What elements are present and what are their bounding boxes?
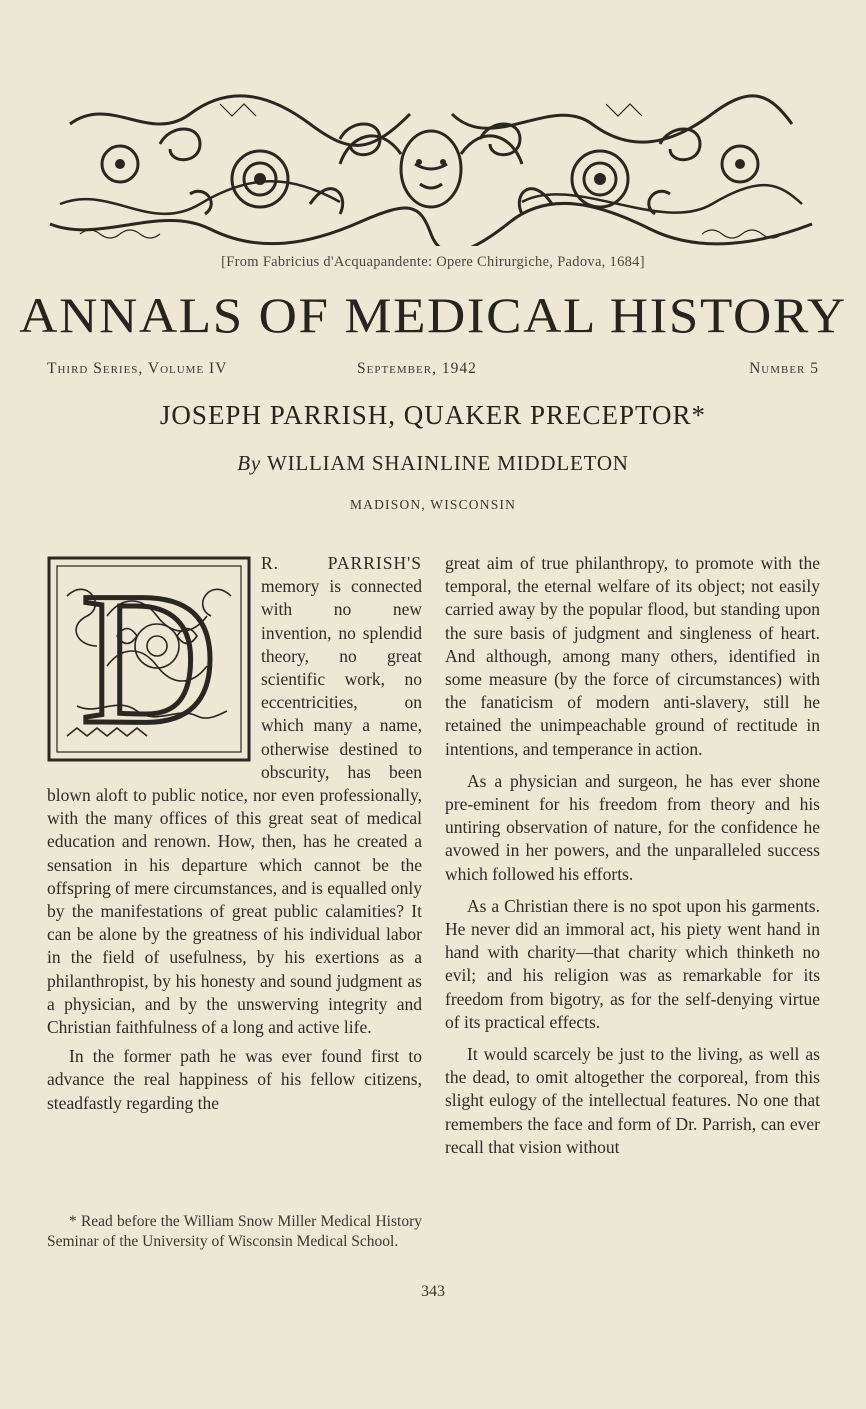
footnote — [47, 1212, 422, 1252]
author-name: WILLIAM SHAINLINE MIDDLETON — [266, 451, 629, 475]
article-title: JOSEPH PARRISH, QUAKER PRECEPTOR* — [159, 400, 707, 430]
left-paragraph-1 — [47, 552, 422, 1039]
right-paragraph-4: It would scarcely be just to the living, as well as the dead, to omit altogether the corporeal, from this slight eulogy of the intellectual features. No one that remembers the face and form of Dr. Parrish, can ever recall that vision without — [445, 1044, 820, 1157]
byline — [0, 451, 866, 476]
footnote-text: * Read before the William Snow Miller Medical History Seminar of the University of Wisconsin Medical School. — [47, 1213, 422, 1250]
drop-cap-d-icon — [47, 556, 251, 762]
page-number: 343 — [421, 1283, 445, 1300]
author-location: MADISON, WISCONSIN — [349, 497, 517, 512]
right-column — [445, 552, 820, 1159]
drop-cap-letter: D — [80, 556, 218, 762]
issue-number: Number 5 — [749, 360, 819, 377]
right-paragraph-1: great aim of true philanthropy, to promote with the temporal, the eternal welfare of its object; not easily carried away by the popular flood, but standing upon the sure basis of judgment and singleness of heart. And although, among many others, identified in some measure (by the force of circumstances) with the fanaticism of modern anti-slavery, still he retained the unimpeachable ground of rectitude in intentions, and temperance in action. — [445, 553, 820, 759]
byline-by: By — [237, 451, 261, 475]
right-paragraph-3: As a Christian there is no spot upon his garments. He never did an immoral act, his piety went hand in hand with charity—that charity which thinketh no evil; and his religion was as remarkable for its freedom from bigotry, as for the self-denying virtue of its practical effects. — [445, 895, 820, 1032]
issue-date: September, 1942 — [357, 360, 477, 377]
left-paragraph-1-text: memory is connected with no new invention, no splendid theory, no great scientific work, no eccentricities, on which many a name, otherwise destined to obscurity, has been blown aloft to public notice, nor even professionally, with the many offices of this great seat of medical education and renown. How, then, has he created a sensation in his departure which cannot be the offspring of mere circumstances, and is equalled only by the manifestations of great public calamities? It can be alone by the greatness of his individual labor in the field of usefulness, by his exertions as a philanthropist, by his honesty and sound judgment as a physician, and by the unswerving integrity and Christian faithfulness of a long and active life. — [47, 576, 422, 1038]
journal-title: ANNALS OF MEDICAL HISTORY — [19, 287, 847, 343]
left-paragraph-2: In the former path he was ever found first to advance the real happiness of his fellow citizens, steadfastly regarding the — [47, 1046, 422, 1113]
ornament-caption: [From Fabricius d'Acquapandente: Opere Chirurgiche, Padova, 1684] — [221, 254, 645, 270]
lead-words: R. PARRISH'S — [261, 553, 422, 573]
left-column — [47, 552, 422, 1115]
right-paragraph-2: As a physician and surgeon, he has ever shone pre-eminent for his freedom from theory and his untiring observation of nature, for the confidence he avowed in her powers, and the unparalleled success which followed his efforts. — [445, 770, 820, 884]
issue-line — [47, 360, 819, 382]
baroque-ornament-band-icon — [40, 84, 822, 246]
series-volume: Third Series, Volume IV — [47, 360, 228, 377]
